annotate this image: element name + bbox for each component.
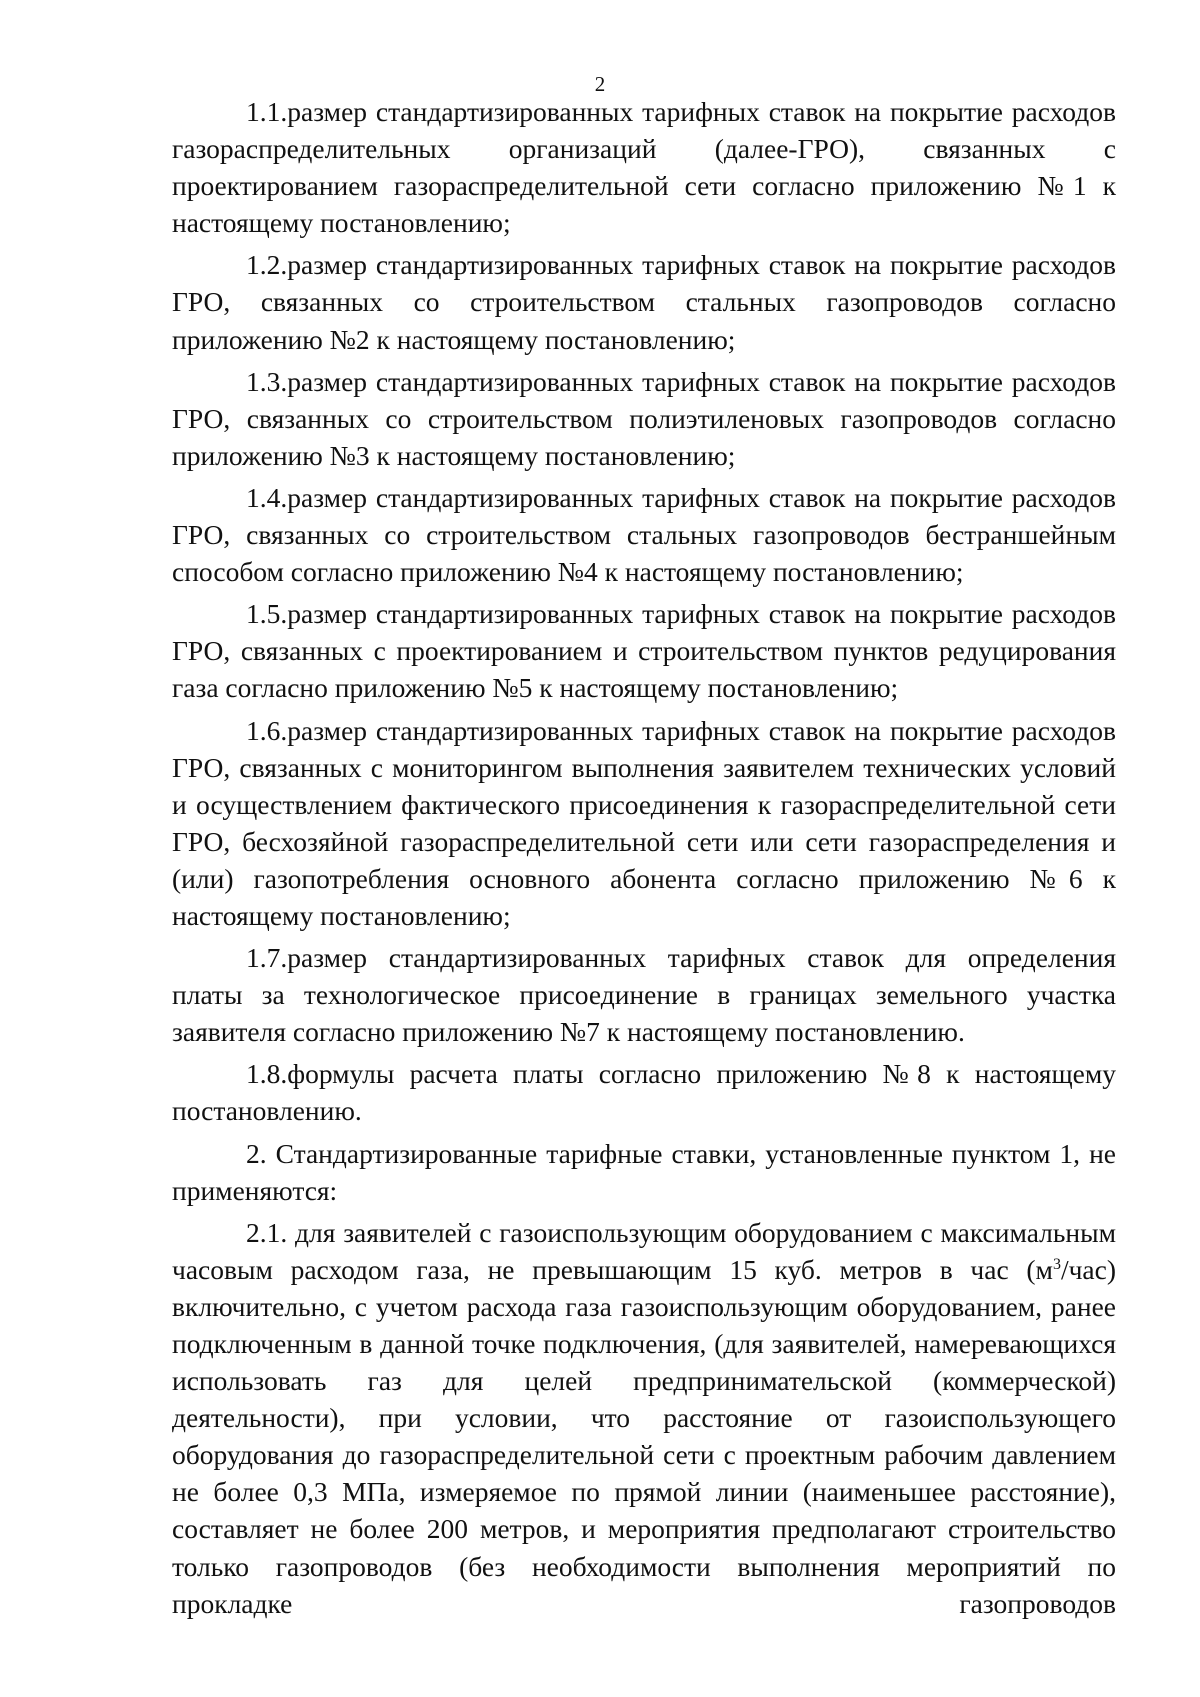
document-body <box>172 93 1116 1627</box>
paragraph-2-1-text-start: 2.1. для заявителей с газоиспользующим оборудованием с максимальным часовым расходом газа, не превышающим 15 куб. метров в час (м <box>172 1216 1116 1285</box>
paragraph-2-1-text-end: /час) включительно, с учетом расхода газа газоиспользующим оборудованием, ранее подключенным в данной точке подключения, (для заявителей, намеревающихся использовать газ для целей предпринимательской (коммерческой) деятельности), при условии, что расстояние от газоиспользующего оборудования до газораспределительной сети с проектным рабочим давлением не более 0,3 МПа, измеряемое по прямой линии (наименьшее расстояние), составляет не более 200 метров, и мероприятия предполагают строительство только газопроводов (без необходимости выполнения мероприятий по прокладке газопроводов <box>172 1253 1116 1619</box>
paragraph-1-6: 1.6.размер стандартизированных тарифных ставок на покрытие расходов ГРО, связанных с мониторингом выполнения заявителем технических условий и осуществлением фактического присоединения к газораспределительной сети ГРО, бесхозяйной газораспределительной сети или сети газораспределения и (или) газопотребления основного абонента согласно приложению №6 к настоящему постановлению; <box>172 714 1116 931</box>
paragraph-1-8: 1.8.формулы расчета платы согласно приложению №8 к настоящему постановлению. <box>172 1058 1116 1127</box>
paragraph-1-2: 1.2.размер стандартизированных тарифных ставок на покрытие расходов ГРО, связанных со строительством стальных газопроводов согласно приложению №2 к настоящему постановлению; <box>172 249 1116 355</box>
page-number: 2 <box>594 72 606 96</box>
paragraph-1-7: 1.7.размер стандартизированных тарифных ставок для определения платы за технологическое присоединение в границах земельного участка заявителя согласно приложению №7 к настоящему постановлению. <box>172 942 1116 1048</box>
paragraph-1-5: 1.5.размер стандартизированных тарифных ставок на покрытие расходов ГРО, связанных с проектированием и строительством пунктов редуцирования газа согласно приложению №5 к настоящему постановлению; <box>172 598 1116 704</box>
paragraph-1-4: 1.4.размер стандартизированных тарифных ставок на покрытие расходов ГРО, связанных со строительством стальных газопроводов бестраншейным способом согласно приложению №4 к настоящему постановлению; <box>172 481 1116 588</box>
paragraph-2-1 <box>172 1214 1116 1622</box>
paragraph-2: 2. Стандартизированные тарифные ставки, установленные пунктом 1, не применяются: <box>172 1137 1116 1206</box>
paragraph-1-1: 1.1.размер стандартизированных тарифных ставок на покрытие расходов газораспределительных организаций (далее-ГРО), связанных с проектированием газораспределительной сети согласно приложению №1 к настоящему постановлению; <box>172 96 1116 239</box>
superscript-cubic: 3 <box>1052 1255 1061 1273</box>
paragraph-1-3: 1.3.размер стандартизированных тарифных ставок на покрытие расходов ГРО, связанных со строительством полиэтиленовых газопроводов согласно приложению №3 к настоящему постановлению; <box>172 365 1116 471</box>
